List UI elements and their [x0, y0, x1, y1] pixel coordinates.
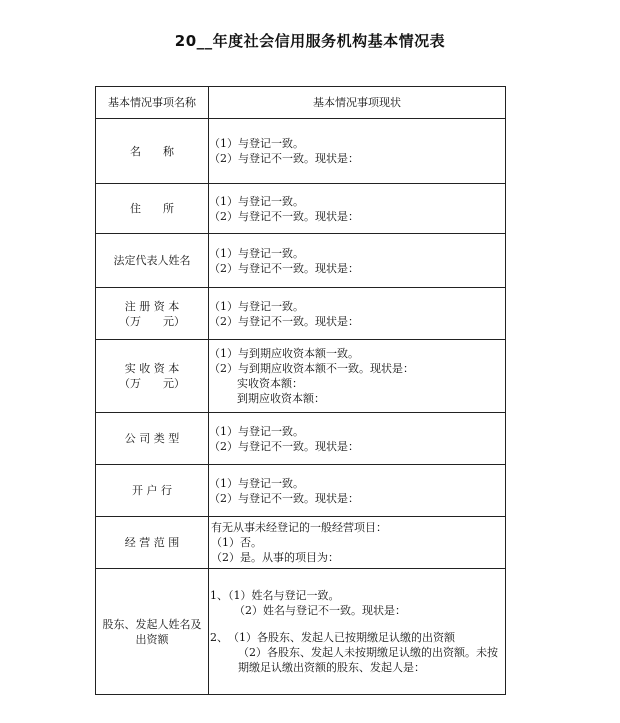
- contribution-paid: 2、 （1）各股东、发起人已按期缴足认缴的出资额: [210, 631, 455, 644]
- option-inconsistent: （2）与登记不一致。现状是：: [209, 152, 359, 165]
- item-business-scope-status: [209, 517, 506, 569]
- item-label-text-2: 出资额: [135, 632, 169, 646]
- item-label-text: 注 册 资 本: [124, 299, 180, 313]
- item-label-unit: （万 元）: [119, 314, 185, 328]
- option-no: （1）否。: [211, 536, 262, 549]
- option-consistent: （1）与登记一致。: [209, 194, 304, 208]
- option-inconsistent: （2）与登记不一致。现状是：: [209, 314, 359, 328]
- row-legal-representative: [96, 234, 506, 288]
- option-inconsistent: （2）与登记不一致。现状是：: [209, 261, 359, 275]
- item-legal-rep-status: [209, 234, 506, 288]
- item-label-text: 住 所: [130, 202, 174, 215]
- item-label-text: 法定代表人姓名: [113, 254, 191, 267]
- item-legal-rep-label: [96, 234, 209, 288]
- due-amount-field: 到期应收资本额：: [237, 392, 325, 405]
- item-registered-capital-status: [209, 288, 506, 340]
- item-business-scope-label: [96, 517, 209, 569]
- item-registered-capital-label: [96, 288, 209, 340]
- option-inconsistent: （2）与到期应收资本额不一致。现状是：: [209, 362, 414, 375]
- item-label-text: 开 户 行: [132, 484, 172, 497]
- basic-info-table: [95, 86, 506, 695]
- option-consistent: （1）与登记一致。: [209, 424, 304, 438]
- option-consistent: （1）与登记一致。: [209, 246, 304, 260]
- item-company-type-label: [96, 413, 209, 465]
- option-inconsistent: （2）与登记不一致。现状是：: [209, 209, 359, 223]
- row-shareholders: [96, 569, 506, 695]
- row-name: [96, 119, 506, 184]
- item-paid-in-capital-label: [96, 340, 209, 413]
- name-consistent: 1、（1）姓名与登记一致。: [210, 589, 340, 602]
- option-inconsistent: （2）与登记不一致。现状是：: [209, 439, 359, 453]
- row-address: [96, 184, 506, 234]
- name-inconsistent: （2）姓名与登记不一致。现状是：: [234, 604, 406, 617]
- option-yes: （2）是。从事的项目为：: [211, 551, 339, 564]
- item-bank-status: [209, 465, 506, 517]
- item-label-text: 名 称: [130, 144, 174, 158]
- item-paid-in-capital-status: [209, 340, 506, 413]
- item-label-text: 实 收 资 本: [124, 362, 180, 375]
- option-consistent: （1）与登记一致。: [209, 137, 304, 150]
- scope-question: 有无从事未经登记的一般经营项目：: [211, 521, 387, 534]
- header-item-status: 基本情况事项现状: [209, 87, 506, 119]
- row-bank: [96, 465, 506, 517]
- option-inconsistent: （2）与登记不一致。现状是：: [209, 491, 359, 505]
- row-registered-capital: [96, 288, 506, 340]
- row-business-scope: [96, 517, 506, 569]
- option-consistent: （1）与到期应收资本额一致。: [209, 347, 359, 360]
- item-address-label: [96, 184, 209, 234]
- contribution-unpaid: （2）各股东、发起人未按期缴足认缴的出资额。未按: [238, 646, 498, 659]
- paid-in-amount-field: 实收资本额：: [237, 377, 303, 390]
- item-name-status: [209, 119, 506, 184]
- item-label-text: 股东、发起人姓名及: [102, 617, 202, 631]
- item-label-unit: （万 元）: [119, 377, 185, 390]
- item-company-type-status: [209, 413, 506, 465]
- item-shareholders-label: [96, 569, 209, 695]
- item-shareholders-status: [209, 569, 506, 695]
- option-consistent: （1）与登记一致。: [209, 476, 304, 490]
- item-label-text: 经 营 范 围: [124, 536, 180, 549]
- item-label-text: 公 司 类 型: [124, 432, 180, 445]
- item-address-status: [209, 184, 506, 234]
- row-paid-in-capital: [96, 340, 506, 413]
- form-title: 20__年度社会信用服务机构基本情况表: [174, 32, 446, 50]
- option-consistent: （1）与登记一致。: [209, 299, 304, 313]
- table-header-row: [96, 87, 506, 119]
- row-company-type: [96, 413, 506, 465]
- item-bank-label: [96, 465, 209, 517]
- unpaid-shareholders-field: 期缴足认缴出资额的股东、发起人是：: [238, 661, 425, 674]
- item-name-label: [96, 119, 209, 184]
- header-item-name: 基本情况事项名称: [96, 87, 209, 119]
